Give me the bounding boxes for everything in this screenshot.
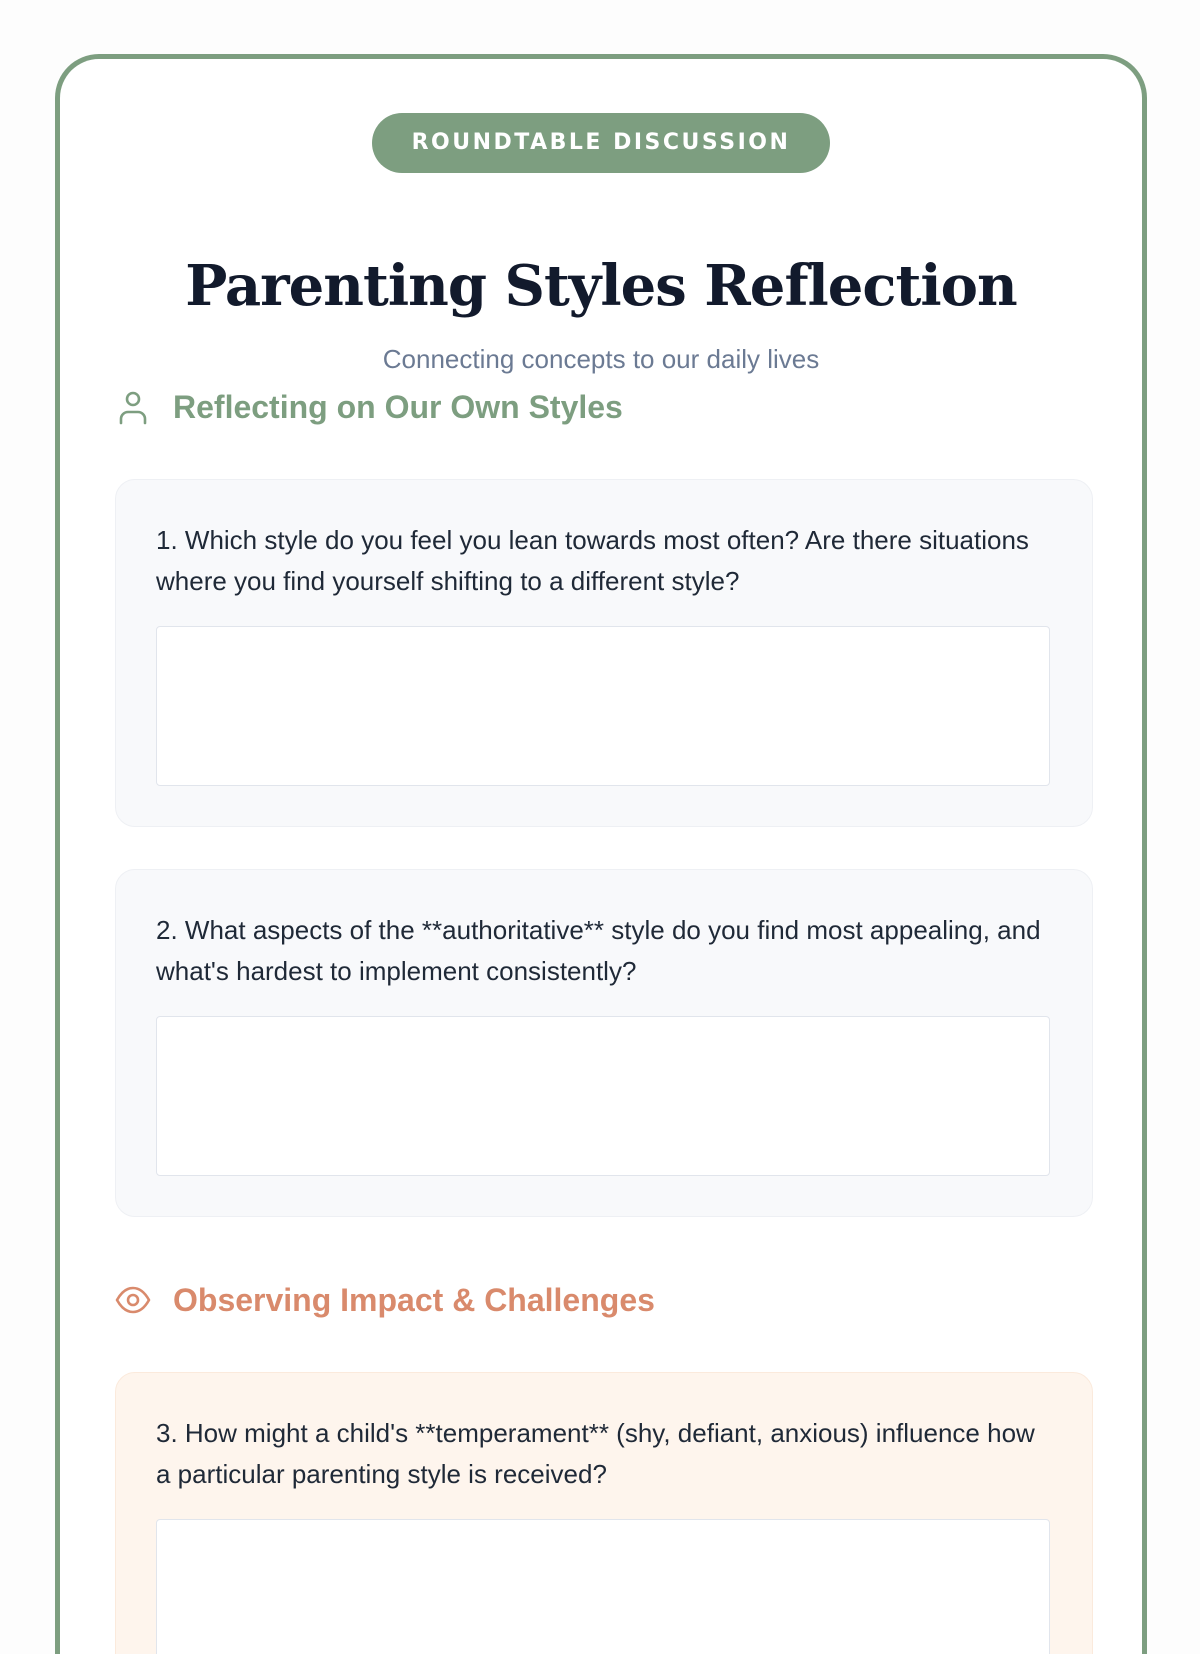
- page-title: Parenting Styles Reflection: [185, 253, 1017, 319]
- page-subtitle: Connecting concepts to our daily lives: [382, 344, 820, 374]
- eye-icon: [115, 1282, 151, 1318]
- reflection-card: [55, 54, 1147, 1654]
- question-card-1: [115, 479, 1093, 827]
- person-icon: [115, 389, 151, 425]
- question-text-3: 3. How might a child's **temperament** (shy, defiant, anxious) influence how a particular parenting style is received?: [156, 1418, 1035, 1489]
- question-card-2: [115, 869, 1093, 1217]
- answer-field-3[interactable]: [156, 1519, 1050, 1654]
- section-heading-own-styles: [115, 382, 623, 432]
- question-text-2: 2. What aspects of the **authoritative** style do you find most appealing, and what's hardest to implement consistently?: [156, 915, 1041, 986]
- category-badge: ROUNDTABLE DISCUSSION: [372, 113, 831, 173]
- badge-wrapper: [60, 113, 1142, 173]
- question-card-3: [115, 1372, 1093, 1654]
- section-heading-label: Reflecting on Our Own Styles: [173, 389, 623, 425]
- answer-field-1[interactable]: [156, 626, 1050, 786]
- section-heading-impact: [115, 1275, 655, 1325]
- question-text-1: 1. Which style do you feel you lean towards most often? Are there situations where you find yourself shifting to a different style?: [156, 525, 1029, 596]
- section-heading-label: Observing Impact & Challenges: [173, 1282, 655, 1318]
- answer-field-2[interactable]: [156, 1016, 1050, 1176]
